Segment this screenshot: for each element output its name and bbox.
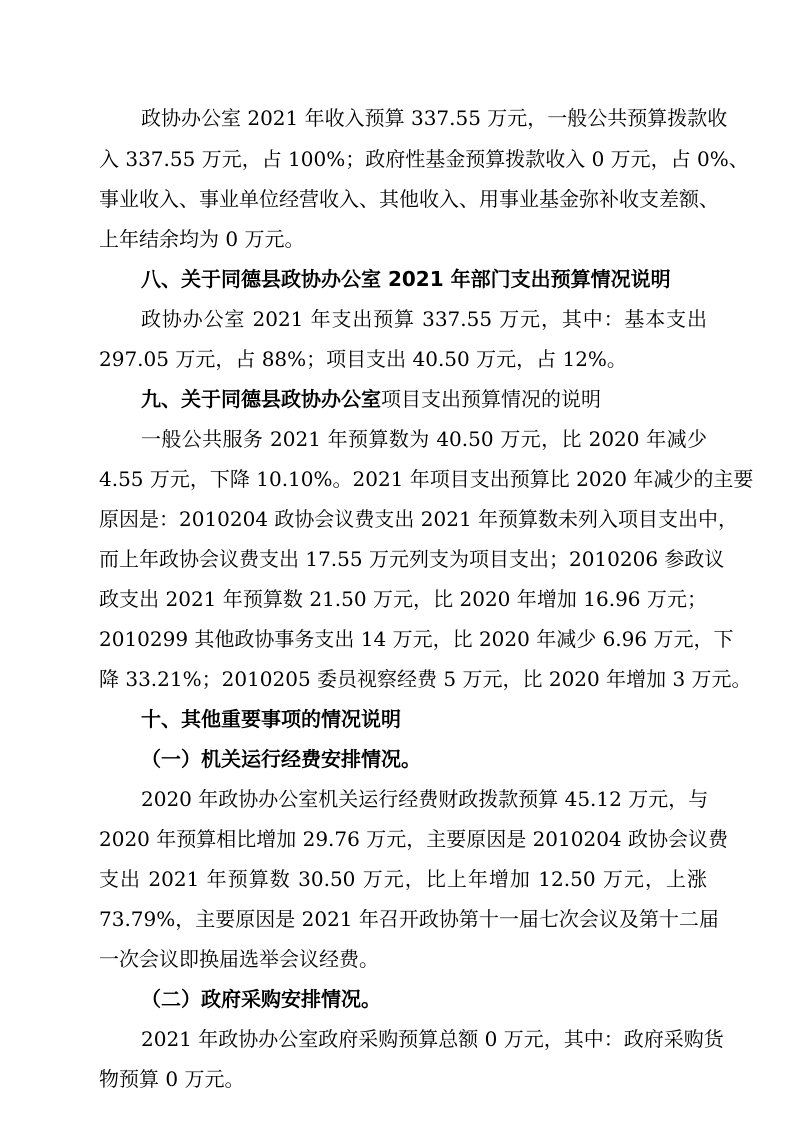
expense-para-line-1: 政协办公室 2021 年支出预算 337.55 万元，其中：基本支出 <box>141 307 707 331</box>
section-10-heading: 十、其他重要事项的情况说明 <box>141 707 401 731</box>
procurement-para-line-2: 物预算 0 万元。 <box>99 1067 245 1091</box>
income-para-line-4: 上年结余均为 0 万元。 <box>99 227 305 251</box>
subsection-1-heading: （一）机关运行经费安排情况。 <box>141 747 421 771</box>
income-para-line-1: 政协办公室 2021 年收入预算 337.55 万元，一般公共预算拨款收 <box>141 106 728 130</box>
operating-para-line-1: 2020 年政协办公室机关运行经费财政拨款预算 45.12 万元，与 <box>141 787 709 811</box>
operating-para-line-5: 一次会议即换届选举会议经费。 <box>99 947 379 971</box>
project-para-line-5: 政支出 2021 年预算数 21.50 万元，比 2020 年增加 16.96 万元； <box>99 587 707 611</box>
project-para-line-2: 4.55 万元，下降 10.10%。2021 年项目支出预算比 2020 年减少的主要 <box>99 467 754 491</box>
procurement-para-line-1: 2021 年政协办公室政府采购预算总额 0 万元，其中：政府采购货 <box>141 1027 724 1051</box>
expense-para-line-2: 297.05 万元，占 88%；项目支出 40.50 万元，占 12%。 <box>99 347 627 371</box>
subsection-2-heading: （二）政府采购安排情况。 <box>141 987 381 1011</box>
project-para-line-1: 一般公共服务 2021 年预算数为 40.50 万元，比 2020 年减少 <box>141 427 707 451</box>
operating-para-line-2: 2020 年预算相比增加 29.76 万元，主要原因是 2010204 政协会议费 <box>99 827 729 851</box>
project-para-line-4: 而上年政协会议费支出 17.55 万元列支为项目支出；2010206 参政议 <box>99 547 725 571</box>
project-para-line-7: 降 33.21%；2010205 委员视察经费 5 万元，比 2020 年增加 3 万元。 <box>99 667 752 691</box>
section-9-heading <box>141 385 601 413</box>
income-para-line-2: 入 337.55 万元，占 100%；政府性基金预算拨款收入 0 万元，占 0%、 <box>99 147 749 171</box>
section-9-heading-bold: 九、关于同德县政协办公室 <box>141 387 381 411</box>
section-9-heading-rest: 项目支出预算情况的说明 <box>381 387 601 411</box>
operating-para-line-3: 支出 2021 年预算数 30.50 万元，比上年增加 12.50 万元，上涨 <box>99 867 707 891</box>
operating-para-line-4: 73.79%，主要原因是 2021 年召开政协第十一届七次会议及第十二届 <box>99 907 719 931</box>
project-para-line-3: 原因是：2010204 政协会议费支出 2021 年预算数未列入项目支出中， <box>99 507 739 531</box>
project-para-line-6: 2010299 其他政协事务支出 14 万元，比 2020 年减少 6.96 万元，下 <box>99 627 734 651</box>
income-para-line-3: 事业收入、事业单位经营收入、其他收入、用事业基金弥补收支差额、 <box>99 187 719 211</box>
section-8-heading: 八、关于同德县政协办公室 2021 年部门支出预算情况说明 <box>141 267 671 291</box>
